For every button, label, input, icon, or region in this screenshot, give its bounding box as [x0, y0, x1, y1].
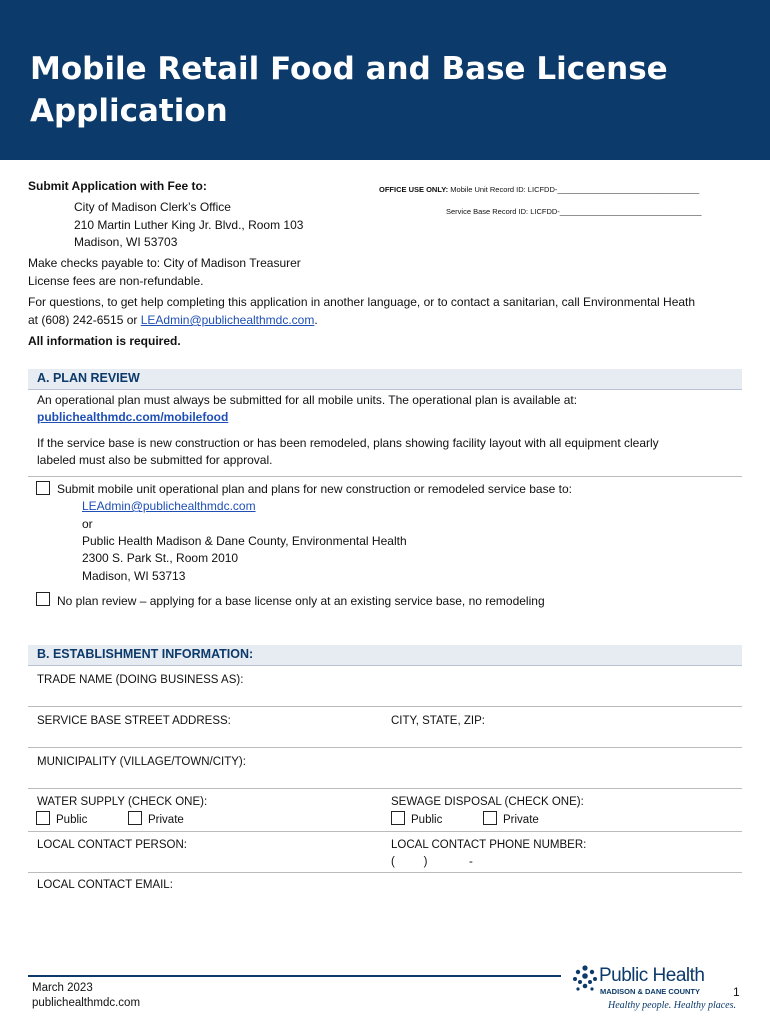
municipality-label: MUNICIPALITY (VILLAGE/TOWN/CITY):	[37, 756, 246, 768]
trade-name-label: TRADE NAME (DOING BUSINESS AS):	[37, 674, 244, 686]
sewage-public-checkbox[interactable]	[391, 811, 405, 825]
sewage-private-checkbox[interactable]	[483, 811, 497, 825]
mobile-record-id: Mobile Unit Record ID: LICFDD-__________________________________	[450, 185, 700, 194]
contact-phone-label: LOCAL CONTACT PHONE NUMBER:	[391, 839, 587, 851]
clerk-address-line-1: City of Madison Clerk’s Office	[74, 200, 231, 214]
public-health-logo	[572, 962, 737, 1018]
contact-email-link[interactable]: LEAdmin@publichealthmdc.com	[140, 313, 315, 327]
water-supply-label: WATER SUPPLY (CHECK ONE):	[37, 796, 208, 808]
sewage-public-label: Public	[411, 814, 443, 826]
questions-line-2	[28, 312, 318, 329]
operational-plan-intro: An operational plan must always be submitted for all mobile units. The operational plan is available at:	[37, 393, 578, 407]
office-use-label: OFFICE USE ONLY:	[379, 185, 449, 194]
street-address-label: SERVICE BASE STREET ADDRESS:	[37, 715, 231, 727]
contact-person-field[interactable]	[28, 872, 742, 873]
no-plan-review-label: No plan review – applying for a base license only at an existing service base, no remodeling	[57, 594, 545, 608]
office-use-mobile-record	[379, 185, 699, 195]
water-public-label: Public	[56, 814, 88, 826]
section-b-title: B. ESTABLISHMENT INFORMATION:	[37, 647, 254, 661]
sewage-private-label: Private	[503, 814, 539, 826]
water-public-checkbox[interactable]	[36, 811, 50, 825]
city-state-zip-label: CITY, STATE, ZIP:	[391, 715, 485, 727]
ph-address-line-1: Public Health Madison & Dane County, Environmental Health	[82, 534, 407, 548]
municipality-field[interactable]	[28, 788, 742, 789]
submit-plans-label: Submit mobile unit operational plan and plans for new construction or remodeled service base to:	[57, 482, 572, 496]
address-field[interactable]	[28, 747, 742, 748]
section-b-header	[28, 645, 742, 666]
clerk-address-line-2: 210 Martin Luther King Jr. Blvd., Room 103	[74, 218, 304, 232]
contact-person-label: LOCAL CONTACT PERSON:	[37, 839, 187, 851]
section-a-title: A. PLAN REVIEW	[37, 371, 140, 385]
construction-note-line-1: If the service base is new construction or has been remodeled, plans showing facility layout with all equipment clearly	[37, 436, 659, 450]
submit-plans-checkbox[interactable]	[36, 481, 50, 495]
base-record-id: Service Base Record ID: LICFDD-__________________________________	[446, 207, 702, 216]
mobilefood-link[interactable]: publichealthmdc.com/mobilefood	[37, 410, 229, 424]
water-private-label: Private	[148, 814, 184, 826]
water-private-checkbox[interactable]	[128, 811, 142, 825]
construction-note-line-2: labeled must also be submitted for approval.	[37, 453, 273, 467]
contact-email-label: LOCAL CONTACT EMAIL:	[37, 879, 173, 891]
page-title: Mobile Retail Food and Base License Application	[30, 51, 668, 129]
checks-payable: Make checks payable to: City of Madison Treasurer	[28, 256, 301, 270]
clerk-address-line-3: Madison, WI 53703	[74, 235, 178, 249]
logo-tagline: Healthy people. Healthy places.	[608, 1000, 737, 1011]
ph-address-line-3: Madison, WI 53713	[82, 569, 186, 583]
footer-site: publichealthmdc.com	[32, 997, 141, 1009]
submit-plans-email-link[interactable]: LEAdmin@publichealthmdc.com	[82, 499, 256, 513]
footer-rule	[28, 975, 561, 977]
required-note: All information is required.	[28, 334, 181, 348]
trade-name-field[interactable]	[28, 706, 742, 707]
page-number: 1	[733, 985, 740, 999]
footer-date: March 2023	[32, 982, 93, 994]
questions-line-1: For questions, to get help completing this application in another language, or to contact a sanitarian, call Environmental Heath	[28, 295, 696, 309]
sewage-disposal-label: SEWAGE DISPOSAL (CHECK ONE):	[391, 796, 584, 808]
no-plan-review-checkbox[interactable]	[36, 592, 50, 606]
submit-plans-or: or	[82, 517, 93, 531]
contact-phone-field[interactable]: ( ) -	[391, 856, 473, 868]
logo-subtitle: MADISON & DANE COUNTY	[600, 987, 701, 996]
submit-heading: Submit Application with Fee to:	[28, 179, 207, 193]
section-a-header	[28, 369, 742, 390]
logo-title: Public Health	[599, 965, 705, 986]
divider	[28, 476, 742, 477]
divider	[28, 831, 742, 832]
questions-suffix: .	[314, 313, 318, 327]
non-refundable-note: License fees are non-refundable.	[28, 274, 204, 288]
public-health-logo-icon	[572, 964, 598, 994]
questions-prefix: at (608) 242-6515 or	[28, 313, 141, 327]
ph-address-line-2: 2300 S. Park St., Room 2010	[82, 551, 239, 565]
header-banner	[0, 0, 770, 160]
